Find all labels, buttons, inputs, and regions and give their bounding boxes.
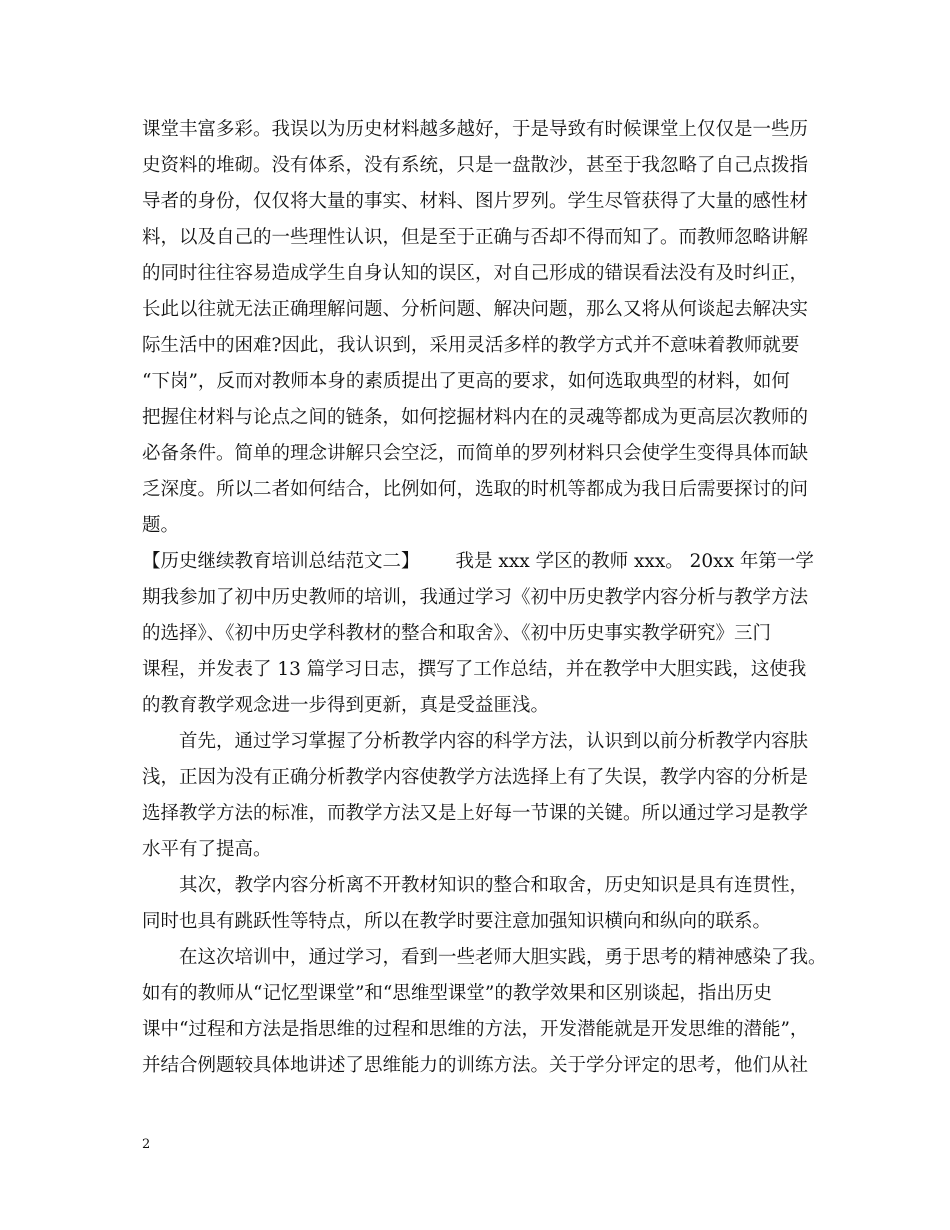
- text-line: 必备条件。简单的理念讲解只会空泛，而简单的罗列材料只会使学生变得具体而缺: [142, 443, 809, 464]
- heading-rest-text: 我是 xxx 学区的教师 xxx。 20xx 年第一学: [455, 551, 814, 572]
- page-number: 2: [142, 1137, 151, 1152]
- text-line: 的同时往往容易造成学生自身认知的误区，对自己形成的错误看法没有及时纠正，: [142, 263, 809, 284]
- text-line: 选择教学方法的标准，而教学方法又是上好每一节课的关键。所以通过学习是教学: [142, 803, 809, 824]
- text-line: 的选择》、《初中历史学科教材的整合和取舍》、《初中历史事实教学研究》三门: [142, 623, 772, 644]
- text-line: 同时也具有跳跃性等特点，所以在教学时要注意加强知识横向和纵向的联系。: [142, 911, 772, 932]
- text-line: 首先，通过学习掌握了分析教学内容的科学方法，认识到以前分析教学内容肤: [142, 731, 809, 752]
- text-line: 并结合例题较具体地讲述了思维能力的训练方法。关于学分评定的思考，他们从社: [142, 1055, 809, 1076]
- text-line: 导者的身份，仅仅将大量的事实、材料、图片罗列。学生尽管获得了大量的感性材: [142, 191, 809, 212]
- text-line: 际生活中的困难?因此，我认识到，采用灵活多样的教学方式并不意味着教师就要: [142, 335, 800, 356]
- text-line: 浅，正因为没有正确分析教学内容使教学方法选择上有了失误，教学内容的分析是: [142, 767, 809, 788]
- text-line: “下岗”，反而对教师本身的素质提出了更高的要求，如何选取典型的材料，如何: [142, 371, 790, 392]
- text-line: 水平有了提高。: [142, 839, 272, 860]
- text-line: 课程，并发表了 13 篇学习日志，撰写了工作总结，并在教学中大胆实践，这使我: [142, 659, 807, 680]
- text-line: 乏深度。所以二者如何结合，比例如何，选取的时机等都成为我日后需要探讨的问: [142, 479, 809, 500]
- text-line: 题。: [142, 515, 180, 536]
- section-heading-line: [142, 544, 817, 580]
- text-line: 课中“过程和方法是指思维的过程和思维的方法，开发潜能就是开发思维的潜能”，: [142, 1019, 809, 1040]
- text-line: 史资料的堆砌。没有体系，没有系统，只是一盘散沙，甚至于我忽略了自己点拨指: [142, 155, 809, 176]
- text-line: 期我参加了初中历史教师的培训，我通过学习《初中历史教学内容分析与教学方法: [142, 587, 809, 608]
- text-line: 在这次培训中，通过学习，看到一些老师大胆实践，勇于思考的精神感染了我。: [142, 947, 827, 968]
- section-heading: 【历史继续教育培训总结范文二】: [142, 551, 420, 572]
- text-line: 把握住材料与论点之间的链条，如何挖掘材料内在的灵魂等都成为更高层次教师的: [142, 407, 809, 428]
- text-line: 长此以往就无法正确理解问题、分析问题、解决问题，那么又将从何谈起去解决实: [142, 299, 809, 320]
- text-line: 其次，教学内容分析离不开教材知识的整合和取舍，历史知识是具有连贯性，: [142, 875, 809, 896]
- text-line: 料，以及自己的一些理性认识，但是至于正确与否却不得而知了。而教师忽略讲解: [142, 227, 809, 248]
- text-line: 课堂丰富多彩。我误以为历史材料越多越好，于是导致有时候课堂上仅仅是一些历: [142, 119, 809, 140]
- text-line: 如有的教师从“记忆型课堂”和“思维型课堂”的教学效果和区别谈起，指出历史: [142, 983, 772, 1004]
- document-body: [142, 112, 827, 1084]
- text-line: 的教育教学观念进一步得到更新，真是受益匪浅。: [142, 695, 550, 716]
